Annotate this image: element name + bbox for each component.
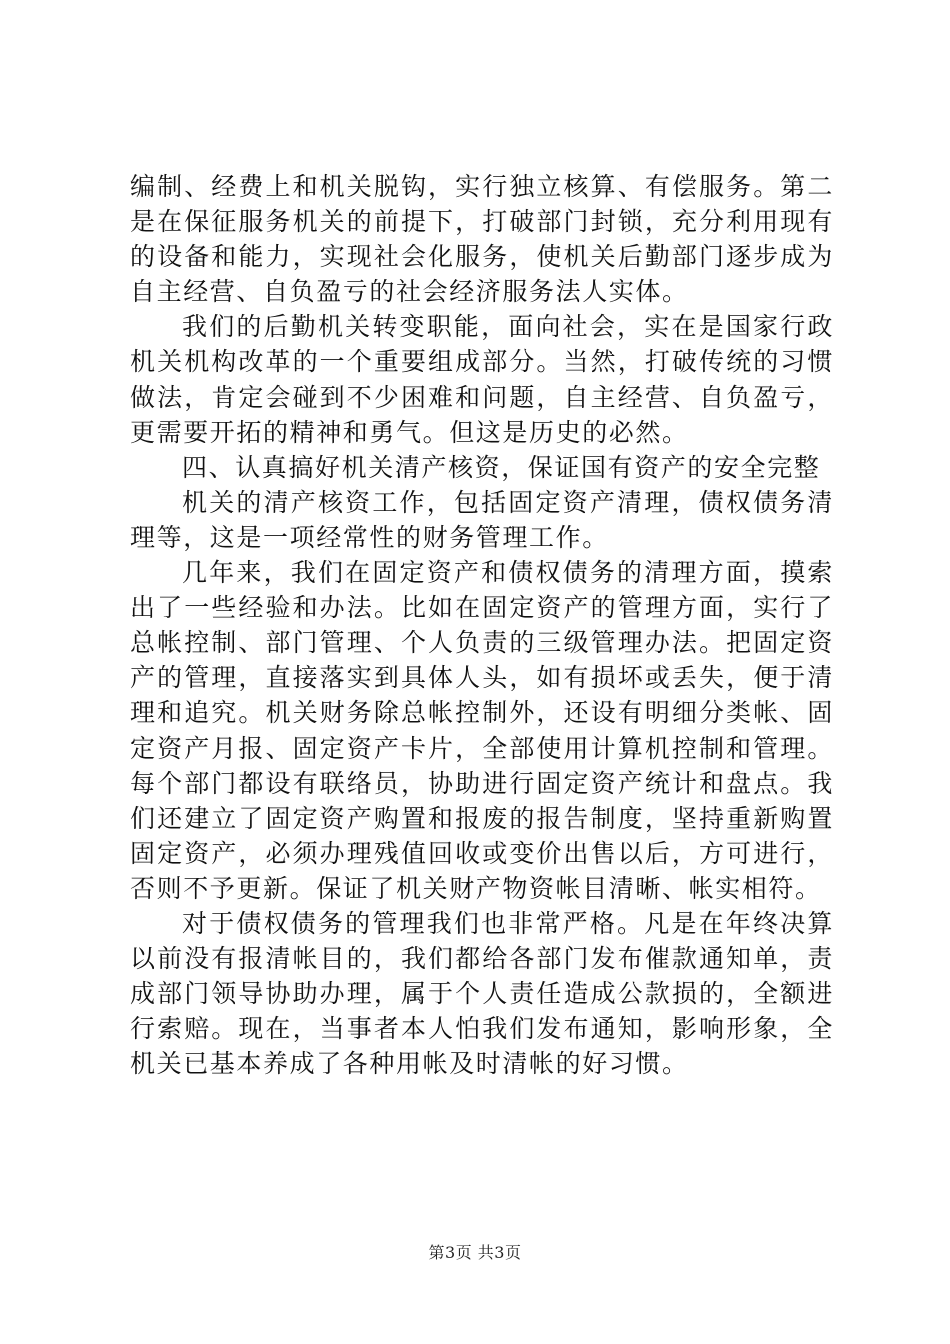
section-heading: 四、认真搞好机关清产核资，保证国有资产的安全完整 [182,452,821,482]
paragraph-5: 对于债权债务的管理我们也非常严格。凡是在年终决算以前没有报清帐目的，我们都给各部门发布催款通知单，责成部门领导协助办理，属于个人责任造成公款损的，全额进行索赔。现在，当事者本人怕我们发布通知，影响形象，全机关已基本养成了各种用帐及时清帐的好习惯。 [130,908,834,1079]
paragraph-1: 编制、经费上和机关脱钩，实行独立核算、有偿服务。第二是在保征服务机关的前提下，打破部门封锁，充分利用现有的设备和能力，实现社会化服务，使机关后勤部门逐步成为自主经营、自负盈亏的社会经济服务法人实体。 [130,172,834,307]
document-body [130,169,834,1081]
paragraph-4: 几年来，我们在固定资产和债权债务的清理方面，摸索出了一些经验和办法。比如在固定资产的管理方面，实行了总帐控制、部门管理、个人负责的三级管理办法。把固定资产的管理，直接落实到具体人头，如有损坏或丢失，便于清理和追究。机关财务除总帐控制外，还设有明细分类帐、固定资产月报、固定资产卡片，全部使用计算机控制和管理。每个部门都设有联络员，协助进行固定资产统计和盘点。我们还建立了固定资产购置和报废的报告制度，坚持重新购置固定资产，必须办理残值回收或变价出售以后，方可进行，否则不予更新。保证了机关财产物资帐目清晰、帐实相符。 [130,558,834,903]
paragraph-3: 机关的清产核资工作，包括固定资产清理，债权债务清理等，这是一项经常性的财务管理工作。 [130,487,834,552]
page-footer: 第3页 共3页 [428,1243,522,1262]
paragraph-2: 我们的后勤机关转变职能，面向社会，实在是国家行政机关机构改革的一个重要组成部分。当然，打破传统的习惯做法，肯定会碰到不少困难和问题，自主经营、自负盈亏，更需要开拓的精神和勇气。但这是历史的必然。 [130,312,834,447]
